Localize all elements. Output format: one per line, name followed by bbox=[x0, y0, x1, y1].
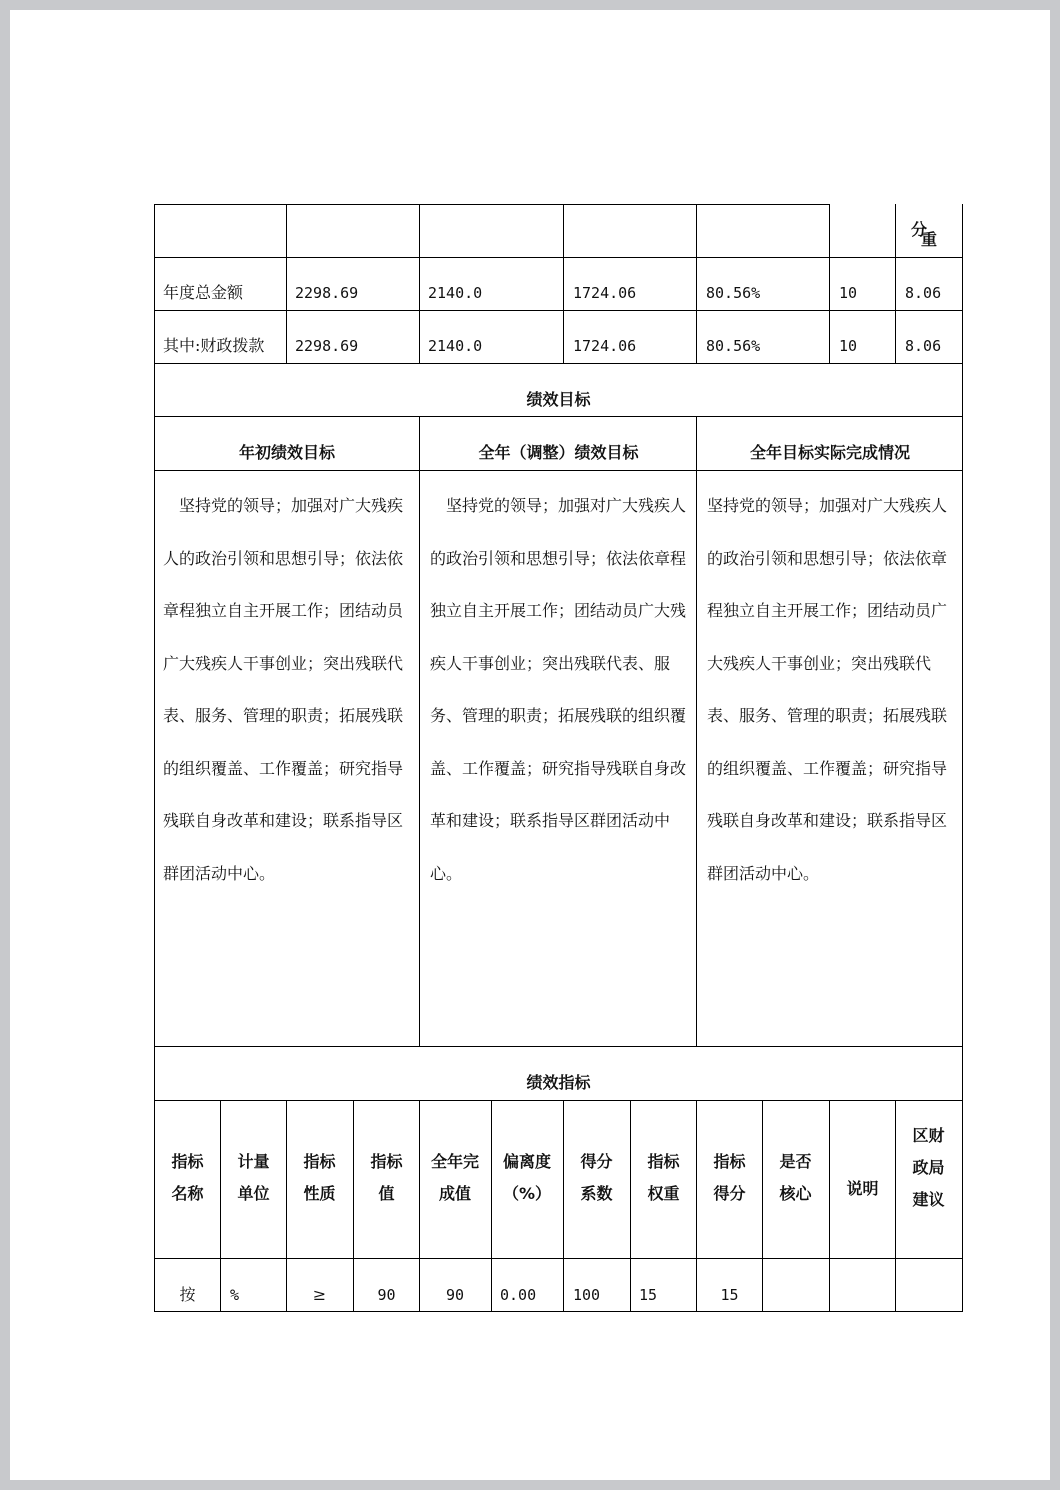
table-col-rule bbox=[419, 1100, 420, 1312]
table-col-rule bbox=[829, 204, 830, 364]
goals-section-title: 绩效目标 bbox=[526, 390, 591, 409]
initial-goal-text: 坚持党的领导；加强对广大残疾人的政治引领和思想引导；依法依章程独立自主开展工作；团结动员广大残疾人干事创业；突出残联代表、服务、管理的职责；拓展残联的组织覆盖、工作覆盖；研究指导残联自身改革和建设；联系指导区群团活动中心。 bbox=[163, 496, 404, 883]
table-col-rule bbox=[353, 1100, 354, 1312]
table-col-rule bbox=[696, 1100, 697, 1312]
fiscal-executed: 1724.06 bbox=[573, 337, 637, 355]
header-weight-fragment: 重 bbox=[920, 230, 937, 249]
table-rule bbox=[154, 1258, 963, 1259]
header-deviation: 偏离度 （%） bbox=[502, 1152, 552, 1203]
fiscal-adjusted: 2140.0 bbox=[428, 337, 483, 355]
table-rule bbox=[154, 470, 963, 471]
header-actual-completion: 全年目标实际完成情况 bbox=[749, 443, 910, 462]
annual-total-executed: 1724.06 bbox=[573, 284, 637, 302]
indicators-section-title: 绩效指标 bbox=[526, 1073, 591, 1092]
header-unit: 计量 单位 bbox=[237, 1152, 270, 1203]
table-col-rule bbox=[696, 416, 697, 1047]
header-is-core: 是否 核心 bbox=[779, 1152, 812, 1203]
header-target-value: 指标 值 bbox=[370, 1152, 403, 1203]
annual-total-adjusted: 2140.0 bbox=[428, 284, 483, 302]
fiscal-rate: 80.56% bbox=[706, 337, 761, 355]
row-label-fiscal-appropriation: 其中:财政拨款 bbox=[163, 336, 265, 355]
table-col-rule bbox=[630, 1100, 631, 1312]
annual-total-score: 8.06 bbox=[905, 284, 942, 302]
table-rule bbox=[154, 257, 963, 258]
table-col-rule bbox=[762, 1100, 763, 1312]
table-col-rule bbox=[563, 1100, 564, 1312]
table-rule bbox=[154, 416, 963, 417]
indicator-score: 15 bbox=[720, 1286, 739, 1304]
adjusted-goal-text: 坚持党的领导；加强对广大残疾人的政治引领和思想引导；依法依章程独立自主开展工作；团结动员广大残疾人干事创业；突出残联代表、服务、管理的职责；拓展残联的组织覆盖、工作覆盖；研究指导残联自身改革和建设；联系指导区群团活动中心。 bbox=[430, 496, 687, 883]
indicator-target: 90 bbox=[377, 1286, 396, 1304]
header-coefficient: 得分 系数 bbox=[580, 1152, 613, 1203]
indicator-actual: 90 bbox=[445, 1286, 465, 1304]
header-actual-value: 全年完 成值 bbox=[430, 1152, 479, 1203]
table-col-rule bbox=[286, 1100, 287, 1312]
row-label-annual-total: 年度总金额 bbox=[163, 283, 244, 302]
indicator-coefficient: 100 bbox=[573, 1286, 601, 1304]
table-rule bbox=[154, 310, 963, 311]
table-border-bottom bbox=[154, 1311, 963, 1312]
header-weight: 指标 权重 bbox=[647, 1152, 680, 1203]
table-col-rule bbox=[419, 204, 420, 364]
performance-table bbox=[154, 204, 963, 1312]
table-col-rule bbox=[419, 416, 420, 1047]
table-col-rule bbox=[491, 1100, 492, 1312]
table-rule bbox=[154, 1046, 963, 1047]
indicator-unit: % bbox=[230, 1286, 240, 1304]
table-col-rule bbox=[696, 204, 697, 364]
fiscal-score: 8.06 bbox=[905, 337, 942, 355]
annual-total-weight: 10 bbox=[839, 284, 858, 302]
header-indicator-name: 指标 名称 bbox=[171, 1152, 204, 1203]
header-indicator-score: 指标 得分 bbox=[713, 1152, 746, 1203]
indicator-weight: 15 bbox=[639, 1286, 658, 1304]
indicator-nature: ≥ bbox=[312, 1285, 327, 1304]
header-nature: 指标 性质 bbox=[303, 1152, 336, 1203]
table-col-rule bbox=[220, 1100, 221, 1312]
header-finance-bureau-suggestion: 区财 政局 建议 bbox=[912, 1126, 945, 1209]
indicator-name: 按 bbox=[179, 1285, 196, 1304]
fiscal-weight: 10 bbox=[839, 337, 858, 355]
table-border-right bbox=[962, 204, 963, 1312]
header-initial-goal: 年初绩效目标 bbox=[238, 443, 335, 462]
table-border-top bbox=[154, 204, 830, 205]
annual-total-rate: 80.56% bbox=[706, 284, 761, 302]
table-col-rule bbox=[829, 1100, 830, 1312]
table-border-left bbox=[154, 204, 155, 1312]
table-col-rule bbox=[286, 204, 287, 364]
actual-completion-text: 坚持党的领导；加强对广大残疾人的政治引领和思想引导；依法依章程独立自主开展工作；团结动员广大残疾人干事创业；突出残联代表、服务、管理的职责；拓展残联的组织覆盖、工作覆盖；研究指导残联自身改革和建设；联系指导区群团活动中心。 bbox=[707, 496, 948, 883]
header-note: 说明 bbox=[846, 1179, 879, 1198]
fiscal-budget: 2298.69 bbox=[295, 337, 359, 355]
table-rule bbox=[154, 363, 963, 364]
indicator-deviation: 0.00 bbox=[500, 1286, 537, 1304]
header-adjusted-goal: 全年（调整）绩效目标 bbox=[478, 443, 639, 462]
header-score-fragment: 分 bbox=[910, 220, 927, 239]
annual-total-budget: 2298.69 bbox=[295, 284, 359, 302]
table-col-rule bbox=[563, 204, 564, 364]
table-rule bbox=[154, 1100, 963, 1101]
